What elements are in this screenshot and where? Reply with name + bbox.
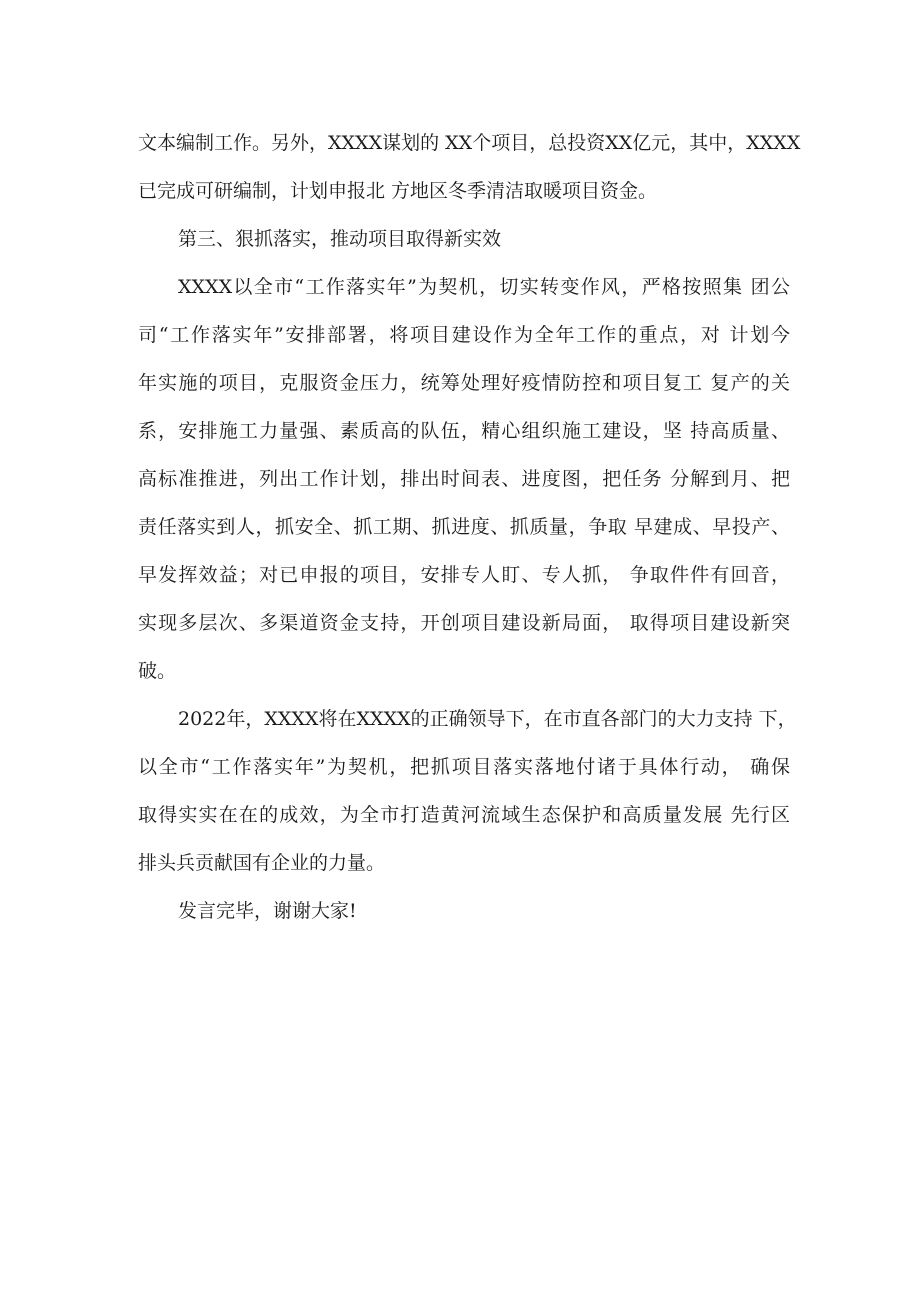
text-line: 破。	[138, 660, 177, 682]
text-line: 早发挥效益；对已申报的项目，安排专人盯、专人抓， 争取件件有回音，	[138, 564, 790, 586]
text-line: 排头兵贡献国有企业的力量。	[138, 852, 386, 874]
text-line: 司“工作落实年”安排部署，将项目建设作为全年工作的重点，对 计划今	[138, 324, 790, 346]
text-line: 2022年，XXXX将在XXXX的正确领导下，在市直各部门的大力支持 下，	[178, 708, 797, 730]
text-line: 高标准推进，列出工作计划，排出时间表、进度图，把任务 分解到月、把	[138, 468, 790, 490]
closing-remark	[138, 887, 790, 935]
text-line: 发言完毕，谢谢大家!	[178, 900, 357, 922]
text-line: 实现多层次、多渠道资金支持，开创项目建设新局面， 取得项目建设新突	[138, 612, 790, 634]
text-line: 已完成可研编制，计划申报北 方地区冬季清洁取暖项目资金。	[138, 180, 658, 202]
paragraph-1	[138, 119, 801, 215]
paragraph-3	[138, 263, 790, 695]
text-line: 以全市“工作落实年”为契机，把抓项目落实落地付诸于具体行动， 确保	[138, 756, 790, 778]
paragraph-4	[138, 695, 797, 887]
text-line: 系，安排施工力量强、素质高的队伍，精心组织施工建设，坚 持高质量、	[138, 420, 790, 442]
section-heading	[138, 215, 790, 263]
text-line: 年实施的项目，克服资金压力，统筹处理好疫情防控和项目复工 复产的关	[138, 372, 790, 394]
text-line: 文本编制工作。另外，XXXX谋划的 XX个项目，总投资XX亿元，其中，XXXX	[138, 132, 801, 154]
text-line: 责任落实到人，抓安全、抓工期、抓进度、抓质量，争取 早建成、早投产、	[138, 516, 790, 538]
text-line: XXXX以全市“工作落实年”为契机，切实转变作风，严格按照集 团公	[178, 276, 790, 298]
heading-line: 第三、狠抓落实，推动项目取得新实效	[178, 228, 502, 250]
text-line: 取得实实在在的成效，为全市打造黄河流域生态保护和高质量发展 先行区	[138, 804, 790, 826]
